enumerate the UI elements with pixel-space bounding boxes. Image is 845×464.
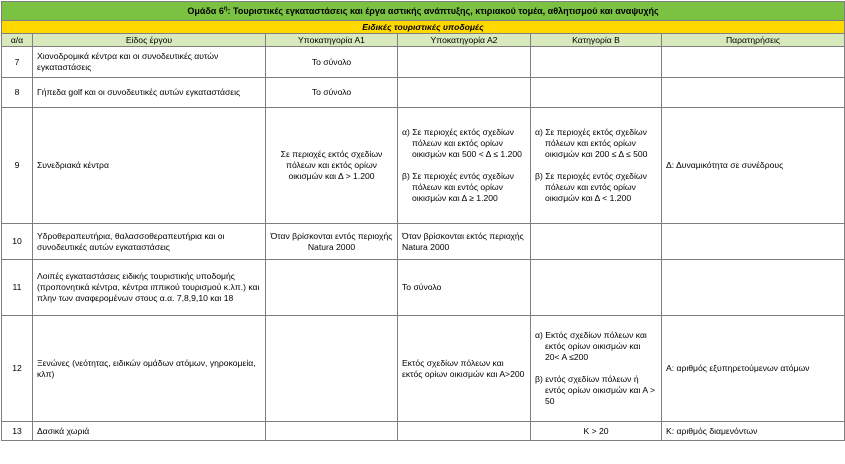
category-b-option-a: α) Εκτός σχεδίων πόλεων και εκτός ορίων οικισμών και 20< Α ≤200 (535, 330, 647, 362)
subcategory-a1: Το σύνολο (266, 47, 398, 78)
project-type: Γήπεδα golf και οι συνοδευτικές αυτών εγκαταστάσεις (33, 78, 266, 108)
project-categories-table (1, 1, 845, 441)
subcategory-a2: Το σύνολο (398, 260, 531, 316)
subcategory-a2 (398, 47, 531, 78)
project-type: Ξενώνες (νεότητας, ειδικών ομάδων ατόμων, γηροκομεία, κλπ) (33, 316, 266, 422)
row-number: 7 (2, 47, 33, 78)
section-subtitle: Ειδικές τουριστικές υποδομές (2, 21, 845, 34)
row-number: 9 (2, 108, 33, 224)
header-row (2, 34, 845, 47)
table-row (2, 224, 845, 260)
row-number: 11 (2, 260, 33, 316)
table-row (2, 316, 845, 422)
subcategory-a2 (398, 108, 531, 224)
category-b (531, 47, 662, 78)
subcategory-a2 (398, 78, 531, 108)
notes (662, 260, 845, 316)
table-row (2, 108, 845, 224)
group-title-rest: : Τουριστικές εγκαταστάσεις και έργα αστικής ανάπτυξης, κτιριακού τομέα, αθλητισμού και αναψυχής (227, 5, 659, 16)
category-b (531, 108, 662, 224)
category-b: Κ > 20 (531, 422, 662, 441)
header-num: α/α (2, 34, 33, 47)
subtitle-row (2, 21, 845, 34)
project-type: Συνεδριακά κέντρα (33, 108, 266, 224)
category-b (531, 224, 662, 260)
subcategory-a2-option-b: β) Σε περιοχές εντός σχεδίων πόλεων και εντός ορίων οικισμών και Δ ≥ 1.200 (402, 171, 514, 203)
notes: Α: αριθμός εξυπηρετούμενων ατόμων (662, 316, 845, 422)
row-number: 12 (2, 316, 33, 422)
table-row (2, 260, 845, 316)
category-b-option-b: β) Σε περιοχές εντός σχεδίων πόλεων και εντός ορίων οικισμών και Δ < 1.200 (535, 171, 647, 203)
header-a2: Υποκατηγορία Α2 (398, 34, 531, 47)
row-number: 13 (2, 422, 33, 441)
project-type: Λοιπές εγκαταστάσεις ειδικής τουριστικής υποδομής (προπονητικά κέντρα, κέντρα ιππικού τουρισμού κ.λπ.) και πλην των αναφερομένων στους α.α. 7,8,9,10 και 18 (33, 260, 266, 316)
category-b-option-b: β) εντός σχεδίων πόλεων ή εντός ορίων οικισμών και Α > 50 (535, 374, 655, 406)
category-b (531, 260, 662, 316)
project-type: Χιονοδρομικά κέντρα και οι συνοδευτικές αυτών εγκαταστάσεις (33, 47, 266, 78)
category-b (531, 78, 662, 108)
row-number: 10 (2, 224, 33, 260)
subcategory-a1: Όταν βρίσκονται εντός περιοχής Natura 2000 (266, 224, 398, 260)
project-type: Υδροθεραπευτήρια, θαλασσοθεραπευτήρια και οι συνοδευτικές αυτών εγκαταστάσεις (33, 224, 266, 260)
header-a1: Υποκατηγορία Α1 (266, 34, 398, 47)
group-title-row (2, 2, 845, 21)
group-title-text: Ομάδα 6 (187, 5, 224, 16)
notes (662, 78, 845, 108)
subcategory-a2: Όταν βρίσκονται εκτός περιοχής Natura 2000 (398, 224, 531, 260)
table-row (2, 47, 845, 78)
group-title-sup: η (223, 5, 228, 12)
subcategory-a1: Το σύνολο (266, 78, 398, 108)
category-b-option-a: α) Σε περιοχές εκτός σχεδίων πόλεων και εκτός ορίων οικισμών και 200 ≤ Δ ≤ 500 (535, 127, 648, 159)
header-notes: Παρατηρήσεις (662, 34, 845, 47)
subcategory-a1: Σε περιοχές εκτός σχεδίων πόλεων και εκτός ορίων οικισμών και Δ > 1.200 (266, 108, 398, 224)
table-row (2, 78, 845, 108)
notes: Δ: Δυναμικότητα σε συνέδρους (662, 108, 845, 224)
subcategory-a2 (398, 422, 531, 441)
header-type: Είδος έργου (33, 34, 266, 47)
subcategory-a2-option-a: α) Σε περιοχές εκτός σχεδίων πόλεων και εκτός ορίων οικισμών και 500 < Δ ≤ 1.200 (402, 127, 522, 159)
category-b (531, 316, 662, 422)
notes: Κ: αριθμός διαμενόντων (662, 422, 845, 441)
notes (662, 47, 845, 78)
table-row (2, 422, 845, 441)
row-number: 8 (2, 78, 33, 108)
project-type: Δασικά χωριά (33, 422, 266, 441)
subcategory-a1 (266, 422, 398, 441)
subcategory-a2: Εκτός σχεδίων πόλεων και εκτός ορίων οικισμών και Α>200 (398, 316, 531, 422)
header-b: Κατηγορία Β (531, 34, 662, 47)
group-title (2, 2, 845, 21)
notes (662, 224, 845, 260)
subcategory-a1 (266, 316, 398, 422)
subcategory-a1 (266, 260, 398, 316)
